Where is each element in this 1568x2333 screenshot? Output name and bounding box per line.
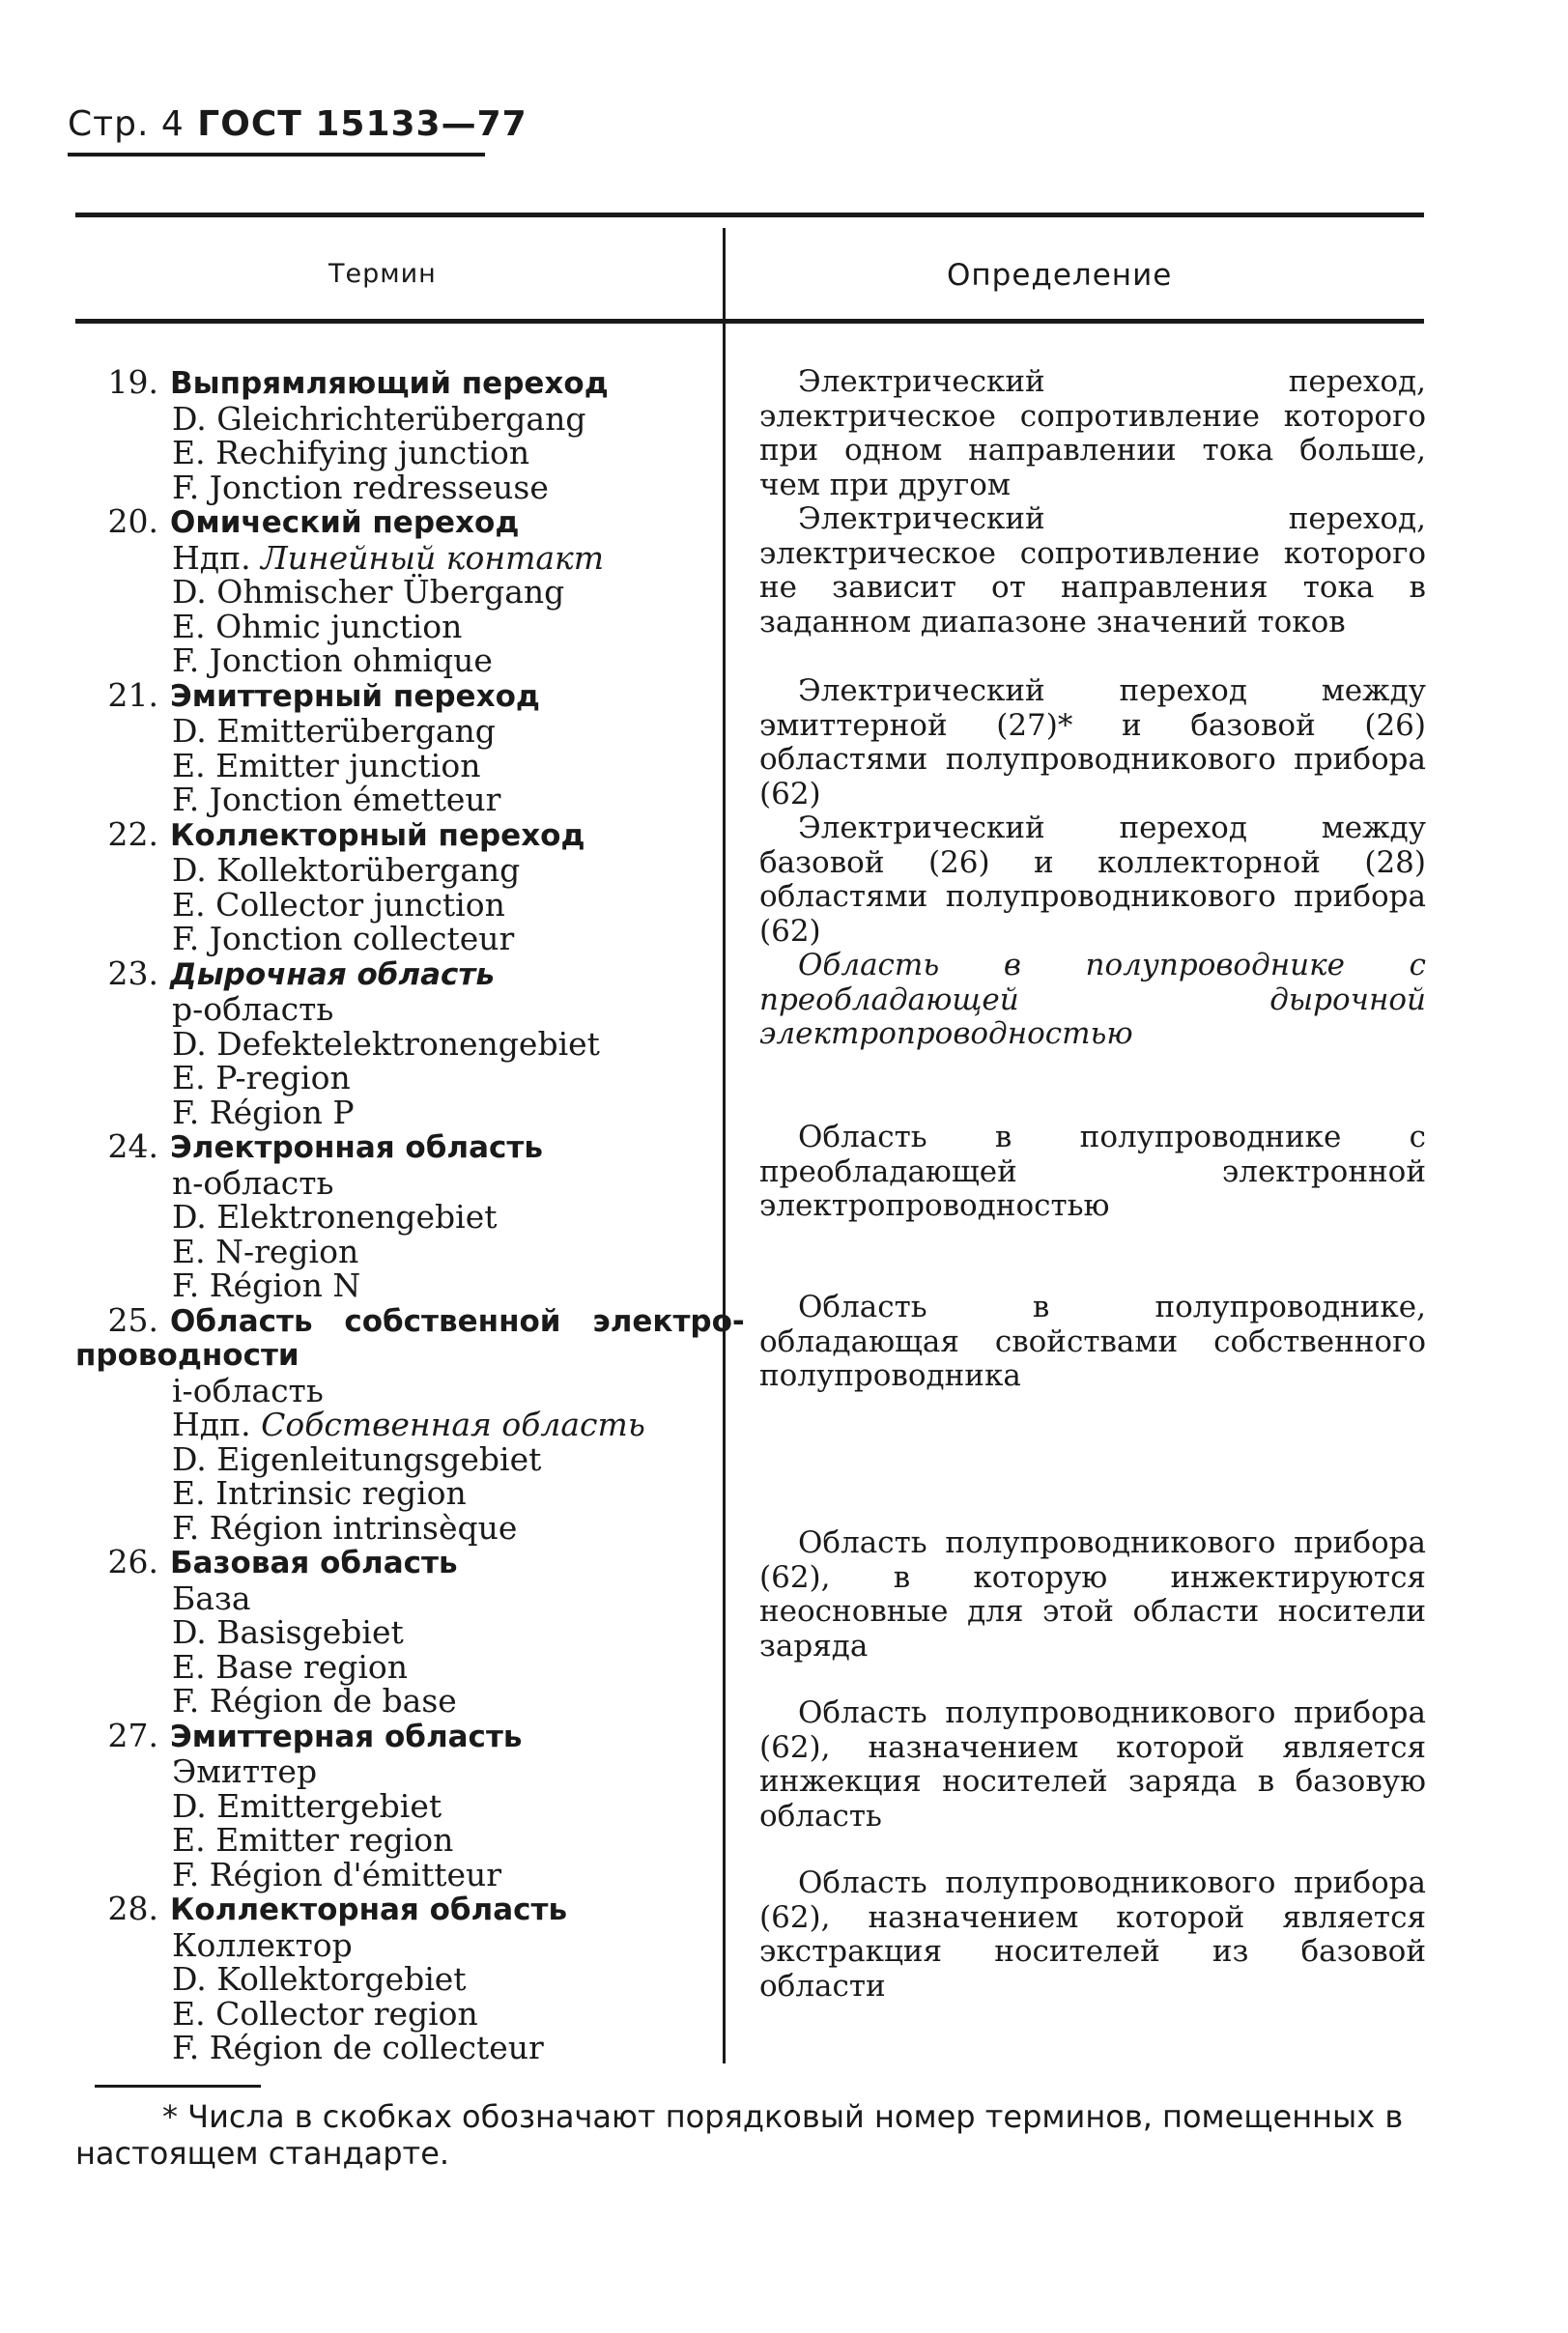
term-name: Эмиттерный переход [170, 678, 540, 714]
term-de: D. Emitterübergang [172, 712, 496, 750]
term-entry-28 [75, 1892, 713, 2065]
definition-23: Область в полупроводнике с преобладающей дырочной электропроводностью [759, 948, 1426, 1051]
term-name: Коллекторная область [170, 1892, 568, 1927]
term-name: Электронная область [170, 1130, 543, 1165]
term-name: Базовая область [170, 1546, 458, 1580]
term-short: Коллектор [172, 1925, 353, 1964]
term-short: n-область [172, 1163, 334, 1202]
definition-26: Область полупроводникового прибора (62), в которую инжектируются неосновные для этой области носители заряда [759, 1525, 1426, 1664]
term-de: D. Defektelektronengebiet [172, 1024, 600, 1063]
term-name: Выпрямляющий переход [170, 366, 609, 401]
term-de: D. Ohmischer Übergang [172, 573, 565, 611]
term-en: E. Base region [172, 1647, 409, 1686]
term-name-part1: Область собственной электро- [170, 1303, 745, 1339]
term-number: 25. [107, 1300, 158, 1339]
term-entry-19 [75, 365, 713, 504]
term-fr: F. Région d'émitteur [172, 1855, 502, 1893]
term-entry-21 [75, 675, 713, 818]
term-fr: F. Région N [172, 1266, 361, 1304]
definition-27: Область полупроводникового прибора (62), назначением которой является инжекция носителей заряда в базовую область [759, 1695, 1426, 1834]
term-short: Эмиттер [172, 1752, 318, 1790]
term-de: D. Kollektorübergang [172, 851, 521, 889]
term-fr: F. Jonction collecteur [172, 920, 515, 957]
term-entry-20 [75, 504, 713, 678]
term-en: E. P-region [172, 1059, 351, 1096]
term-de: D. Eigenleitungsgebiet [172, 1439, 542, 1478]
term-entry-25 [75, 1300, 745, 1547]
term-name-part2: проводности [75, 1338, 299, 1373]
term-en: E. Emitter region [172, 1821, 454, 1859]
term-fr: F. Jonction redresseuse [172, 468, 549, 506]
term-ndp [75, 1408, 713, 1442]
ndp-prefix: Ндп. [172, 1406, 251, 1443]
term-en: E. Emitter junction [172, 746, 481, 784]
term-entry-26 [75, 1545, 713, 1719]
table-head-rule [75, 319, 1424, 324]
term-number: 21. [107, 675, 158, 714]
term-name: Дырочная область [170, 956, 495, 992]
term-short: i-область [172, 1371, 324, 1409]
term-number: 24. [107, 1127, 158, 1165]
term-short: p-область [172, 990, 334, 1028]
term-number: 26. [107, 1543, 158, 1580]
term-en: E. Ohmic junction [172, 607, 463, 645]
footnote-rule [95, 2085, 261, 2088]
standard-number: ГОСТ 15133—77 [197, 104, 527, 144]
terms-column [75, 363, 745, 2066]
term-en: E. Collector junction [172, 885, 505, 924]
term-fr: F. Région de collecteur [172, 2029, 544, 2066]
ndp-prefix: Ндп. [172, 538, 251, 577]
ndp-value: Собственная область [261, 1406, 645, 1443]
page-header [68, 104, 527, 144]
term-number: 28. [107, 1890, 158, 1927]
term-short: База [172, 1579, 251, 1617]
term-entry-27 [75, 1716, 713, 1893]
term-fr: F. Jonction émetteur [172, 781, 501, 818]
definition-24: Область в полупроводнике с преобладающей электронной электропроводностью [759, 1120, 1426, 1223]
term-entry-24 [75, 1129, 713, 1303]
definition-22: Электрический переход между базовой (26) и коллекторной (28) областями полупроводникового прибора (62) [759, 811, 1426, 949]
definition-19: Электрический переход, электрическое сопротивление которого при одном направлении тока больше, чем при другом [759, 364, 1426, 502]
term-entry-23 [75, 953, 713, 1131]
term-number: 20. [107, 502, 158, 540]
definition-28: Область полупроводникового прибора (62), назначением которой является экстракция носителей из базовой области [759, 1865, 1426, 2004]
term-de: D. Basisgebiet [172, 1613, 404, 1651]
term-ndp [75, 538, 713, 577]
term-en: E. Intrinsic region [172, 1474, 467, 1512]
term-de: D. Kollektorgebiet [172, 1960, 467, 1998]
ndp-value: Линейный контакт [261, 538, 605, 577]
term-en: E. N-region [172, 1232, 359, 1270]
term-name: Эмиттерная область [170, 1719, 523, 1754]
term-number: 27. [107, 1716, 158, 1754]
table-top-rule [75, 213, 1424, 217]
term-de: D. Emittergebiet [172, 1786, 442, 1825]
term-en: E. Rechifying junction [172, 434, 530, 471]
term-number: 19. [107, 363, 158, 401]
term-number: 23. [107, 953, 158, 992]
term-fr: F. Jonction ohmique [172, 641, 493, 679]
column-header-definition: Определение [947, 258, 1173, 293]
definition-20: Электрический переход, электрическое сопротивление которого не зависит от направления тока в заданном диапазоне значений токов [759, 501, 1426, 640]
header-rule [68, 153, 485, 156]
term-fr: F. Région intrinsèque [172, 1508, 518, 1547]
definition-21: Электрический переход между эмиттерной (27)* и базовой (26) областями полупроводникового прибора (62) [759, 673, 1426, 811]
term-fr: F. Région de base [172, 1682, 457, 1720]
column-divider [723, 228, 726, 2063]
term-name: Коллекторный переход [170, 817, 585, 853]
term-number: 22. [107, 814, 158, 853]
footnote-text: * Числа в скобках обозначают порядковый номер терминов, помещенных в настоящем стандарте. [75, 2098, 1404, 2172]
term-entry-22 [75, 814, 713, 957]
footnote [75, 2098, 1428, 2172]
definition-25: Область в полупроводнике, обладающая свойствами собственного полупроводника [759, 1290, 1426, 1393]
term-de: D. Gleichrichterübergang [172, 399, 586, 438]
term-name: Омический переход [170, 505, 520, 540]
column-header-term: Термин [328, 259, 437, 289]
page-label: Стр. 4 [68, 104, 185, 144]
term-de: D. Elektronengebiet [172, 1198, 498, 1236]
term-en: E. Collector region [172, 1994, 478, 2033]
term-fr: F. Région P [172, 1093, 355, 1131]
